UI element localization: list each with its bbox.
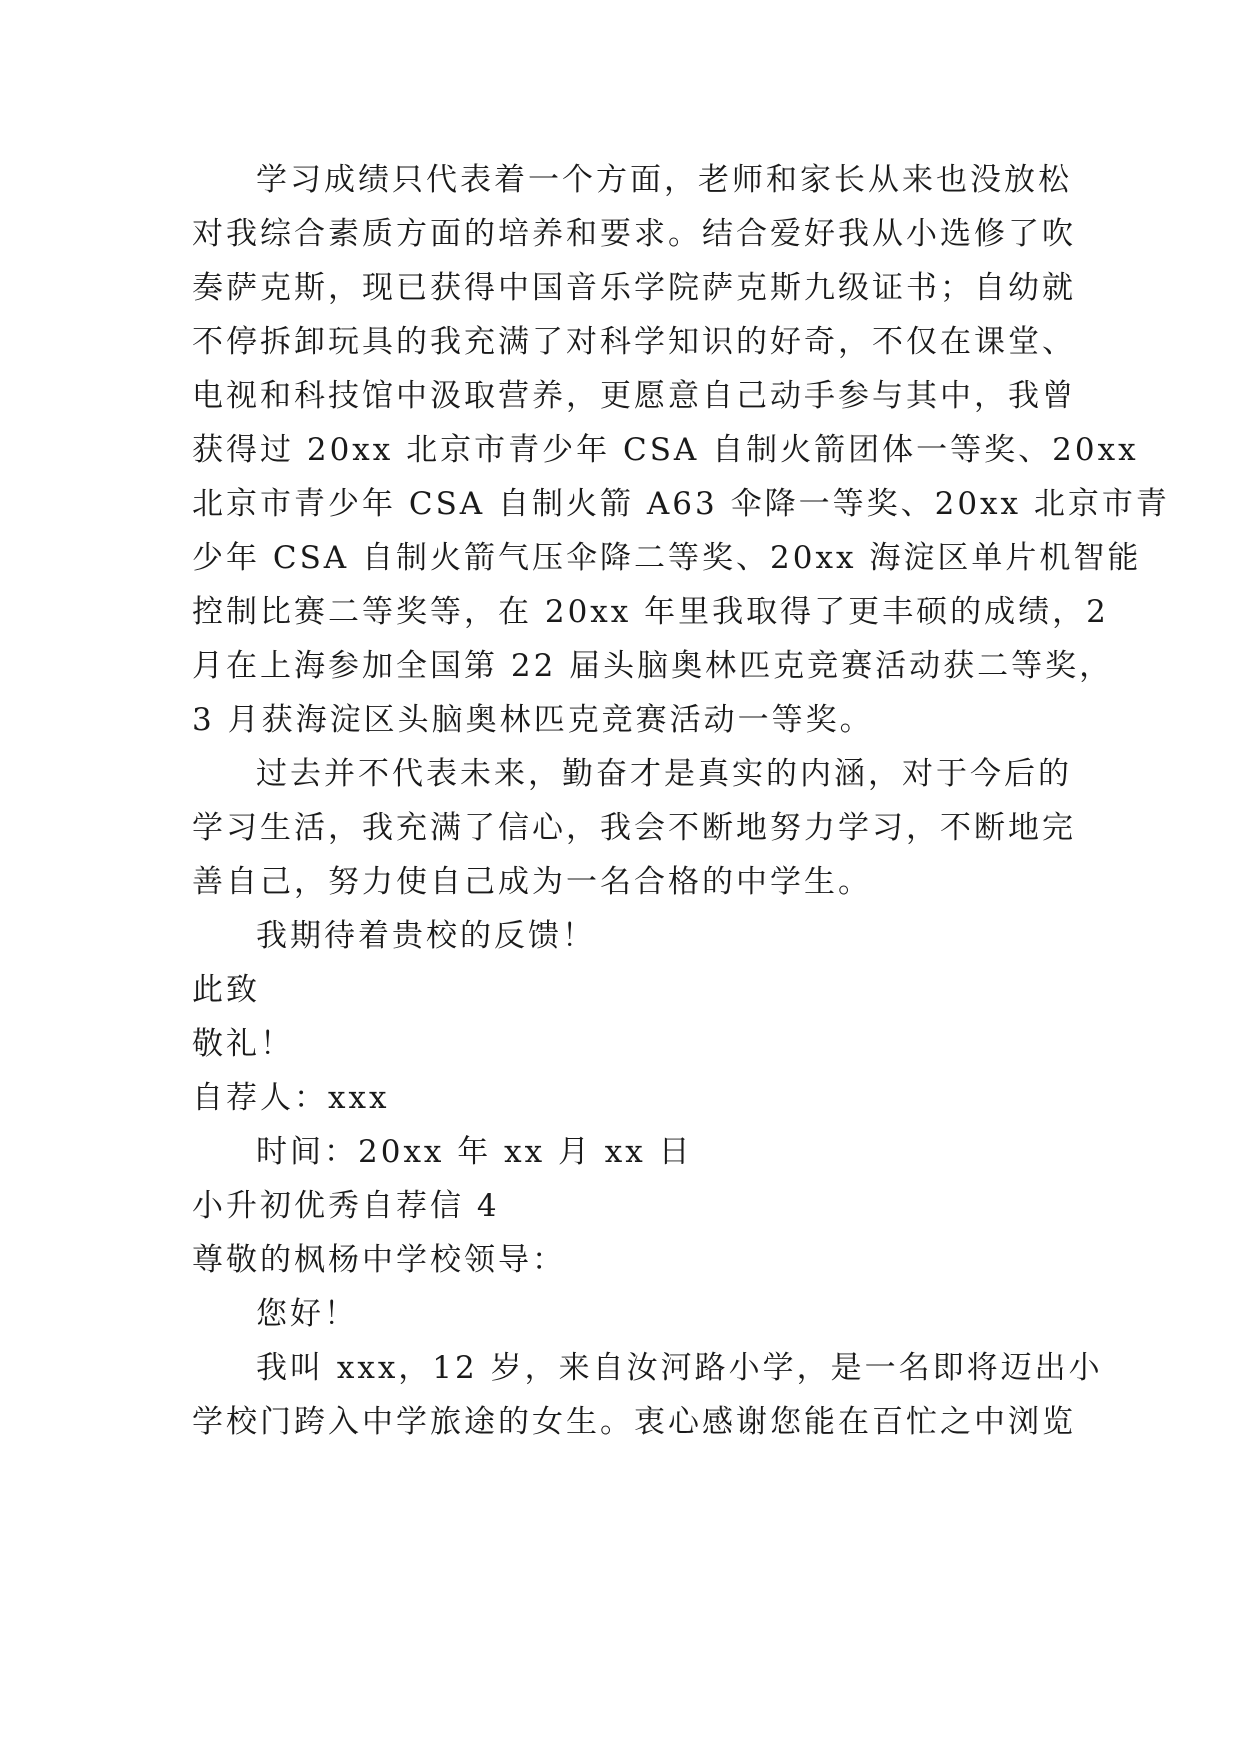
paragraph-line: 学校门跨入中学旅途的女生。衷心感谢您能在百忙之中浏览 [192, 1404, 1076, 1440]
paragraph-line: 控制比赛二等奖等，在 20xx 年里我取得了更丰硕的成绩，2 [192, 594, 1109, 630]
greeting-line: 尊敬的枫杨中学校领导： [192, 1242, 566, 1278]
paragraph-line: 月在上海参加全国第 22 届头脑奥林匹克竞赛活动获二等奖， [192, 648, 1114, 684]
paragraph-line: 过去并不代表未来，勤奋才是真实的内涵，对于今后的 [256, 756, 1072, 792]
signature-line: 自荐人：xxx [192, 1080, 390, 1116]
paragraph-line: 3 月获海淀区头脑奥林匹克竞赛活动一等奖。 [192, 702, 874, 738]
paragraph-line: 对我综合素质方面的培养和要求。结合爱好我从小选修了吹 [192, 216, 1076, 252]
paragraph-line: 学习生活，我充满了信心，我会不断地努力学习，不断地完 [192, 810, 1076, 846]
paragraph-line: 奏萨克斯，现已获得中国音乐学院萨克斯九级证书；自幼就 [192, 270, 1076, 306]
paragraph-line: 不停拆卸玩具的我充满了对科学知识的好奇，不仅在课堂、 [192, 324, 1076, 360]
paragraph-line: 获得过 20xx 北京市青少年 CSA 自制火箭团体一等奖、20xx [192, 432, 1139, 468]
paragraph-line: 我叫 xxx，12 岁，来自汝河路小学，是一名即将迈出小 [256, 1350, 1103, 1386]
paragraph-line: 电视和科技馆中汲取营养，更愿意自己动手参与其中，我曾 [192, 378, 1076, 414]
paragraph-line: 善自己，努力使自己成为一名合格的中学生。 [192, 864, 872, 900]
paragraph-line: 少年 CSA 自制火箭气压伞降二等奖、20xx 海淀区单片机智能 [192, 540, 1142, 576]
greeting-line: 您好！ [256, 1296, 358, 1332]
closing-line: 我期待着贵校的反馈！ [256, 918, 596, 954]
salutation-line: 敬礼！ [192, 1026, 294, 1062]
salutation-line: 此致 [192, 972, 260, 1008]
paragraph-line: 学习成绩只代表着一个方面，老师和家长从来也没放松 [256, 162, 1072, 198]
date-line: 时间：20xx 年 xx 月 xx 日 [256, 1134, 693, 1170]
section-title: 小升初优秀自荐信 4 [192, 1188, 500, 1224]
paragraph-line: 北京市青少年 CSA 自制火箭 A63 伞降一等奖、20xx 北京市青 [192, 486, 1170, 522]
